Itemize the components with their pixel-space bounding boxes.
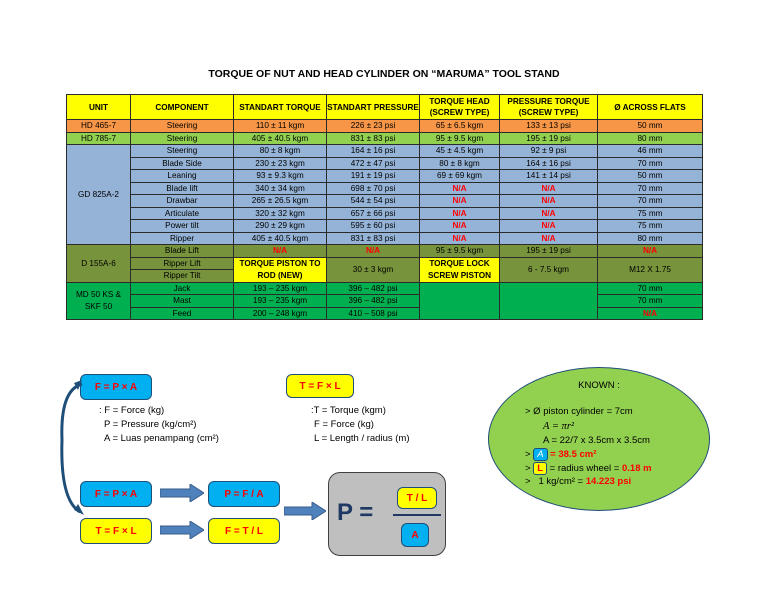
ptorque-cell: N/A xyxy=(500,232,598,245)
ptorque-cell: N/A xyxy=(500,207,598,220)
header-cell: COMPONENT xyxy=(131,95,234,120)
formula-torque-box: T = F × L xyxy=(286,374,354,398)
torque-piston-cell: TORQUE PISTON TO ROD (NEW) xyxy=(234,257,327,282)
head-cell: 45 ± 4.5 kgm xyxy=(420,145,500,158)
flats-cell: 80 mm xyxy=(598,232,703,245)
legend-force: : F = Force (kg) xyxy=(99,405,165,416)
arrow-right-icon xyxy=(160,521,204,539)
flats-cell: N/A xyxy=(598,245,703,258)
ptorque-cell: N/A xyxy=(500,220,598,233)
formula-row2-left: T = F × L xyxy=(80,518,152,544)
ptorque-cell: 164 ± 16 psi xyxy=(500,157,598,170)
component-cell: Ripper Tilt xyxy=(131,270,234,283)
header-cell: TORQUE HEAD (SCREW TYPE) xyxy=(420,95,500,120)
component-cell: Feed xyxy=(131,307,234,320)
header-cell: Ø ACROSS FLATS xyxy=(598,95,703,120)
pressure-formula-card xyxy=(328,472,446,556)
component-cell: Blade Side xyxy=(131,157,234,170)
pressure-cell: 30 ± 3 kgm xyxy=(327,257,420,282)
component-cell: Blade lift xyxy=(131,182,234,195)
component-cell: Ripper Lift xyxy=(131,257,234,270)
torque-cell: 80 ± 8 kgm xyxy=(234,145,327,158)
head-cell: 80 ± 8 kgm xyxy=(420,157,500,170)
legend-area: A = Luas penampang (cm²) xyxy=(104,433,219,444)
component-cell: Steering xyxy=(131,120,234,133)
flats-cell: 80 mm xyxy=(598,132,703,145)
pressure-cell: 595 ± 60 psi xyxy=(327,220,420,233)
pressure-cell: 472 ± 47 psi xyxy=(327,157,420,170)
table-row xyxy=(67,195,703,208)
flats-cell: 50 mm xyxy=(598,120,703,133)
known-line: A = 22/7 x 3.5cm x 3.5cm xyxy=(543,435,650,446)
pressure-cell: 396 – 482 psi xyxy=(327,295,420,308)
area-value: = 38.5 cm² xyxy=(550,449,597,460)
known-panel xyxy=(488,367,710,511)
conversion-value: 14.223 psi xyxy=(585,476,632,487)
area-badge: A xyxy=(533,448,547,461)
header-cell: STANDART TORQUE xyxy=(234,95,327,120)
table-row xyxy=(67,307,703,320)
ptorque-cell: 195 ± 19 psi xyxy=(500,132,598,145)
flats-cell: 70 mm xyxy=(598,295,703,308)
head-cell: N/A xyxy=(420,232,500,245)
known-line: > Ø piston cylinder = 7cm xyxy=(525,406,633,417)
pressure-cell: 396 – 482 psi xyxy=(327,282,420,295)
table-row xyxy=(67,207,703,220)
ptorque-cell xyxy=(500,282,598,320)
pressure-cell: 191 ± 19 psi xyxy=(327,170,420,183)
table-row xyxy=(67,132,703,145)
legend-force2: F = Force (kg) xyxy=(314,419,374,430)
header-cell: PRESSURE TORQUE (SCREW TYPE) xyxy=(500,95,598,120)
table-row xyxy=(67,232,703,245)
formula-force-box: F = P × A xyxy=(80,374,152,400)
ptorque-cell: N/A xyxy=(500,195,598,208)
flats-cell: 75 mm xyxy=(598,207,703,220)
denominator-box: A xyxy=(401,523,429,547)
flats-cell: 70 mm xyxy=(598,195,703,208)
table-row xyxy=(67,157,703,170)
head-cell: 95 ± 9.5 kgm xyxy=(420,132,500,145)
length-label: = radius wheel = xyxy=(549,463,622,474)
formula-row1-right: P = F / A xyxy=(208,481,280,507)
torque-cell: 230 ± 23 kgm xyxy=(234,157,327,170)
head-cell: N/A xyxy=(420,195,500,208)
head-cell: 95 ± 9.5 kgm xyxy=(420,245,500,258)
head-cell: 69 ± 69 kgm xyxy=(420,170,500,183)
flats-cell: N/A xyxy=(598,307,703,320)
torque-lock-cell: TORQUE LOCK SCREW PISTON xyxy=(420,257,500,282)
torque-cell: 405 ± 40.5 kgm xyxy=(234,232,327,245)
numerator-box: T / L xyxy=(397,487,437,509)
component-cell: Steering xyxy=(131,132,234,145)
torque-cell: 265 ± 26.5 kgm xyxy=(234,195,327,208)
head-cell xyxy=(420,282,500,320)
unit-cell: HD 785-7 xyxy=(67,132,131,145)
torque-cell: N/A xyxy=(234,245,327,258)
unit-cell: MD 50 KS & SKF 50 xyxy=(67,282,131,320)
legend-torque: :T = Torque (kgm) xyxy=(311,405,386,416)
table-row xyxy=(67,282,703,295)
header-cell: UNIT xyxy=(67,95,131,120)
pressure-cell: 410 – 508 psi xyxy=(327,307,420,320)
table-row xyxy=(67,257,703,270)
head-cell: N/A xyxy=(420,182,500,195)
pressure-cell: 657 ± 66 psi xyxy=(327,207,420,220)
component-cell: Blade Lift xyxy=(131,245,234,258)
ptorque-cell: 195 ± 19 psi xyxy=(500,245,598,258)
flats-cell: 70 mm xyxy=(598,282,703,295)
known-line: > 1 kg/cm² = 14.223 psi xyxy=(525,476,632,487)
torque-cell: 93 ± 9.3 kgm xyxy=(234,170,327,183)
known-title: KNOWN : xyxy=(578,380,620,391)
pressure-cell: 164 ± 16 psi xyxy=(327,145,420,158)
table-header-row xyxy=(67,95,703,120)
component-cell: Drawbar xyxy=(131,195,234,208)
component-cell: Articulate xyxy=(131,207,234,220)
legend-pressure: P = Pressure (kg/cm²) xyxy=(104,419,197,430)
torque-cell: 290 ± 29 kgm xyxy=(234,220,327,233)
unit-cell: D 155A-6 xyxy=(67,245,131,283)
ptorque-cell: 133 ± 13 psi xyxy=(500,120,598,133)
pressure-cell: N/A xyxy=(327,245,420,258)
table-row xyxy=(67,120,703,133)
head-cell: 65 ± 6.5 kgm xyxy=(420,120,500,133)
formula-row2-right: F = T / L xyxy=(208,518,280,544)
torque-cell: 200 – 248 kgm xyxy=(234,307,327,320)
flats-cell: 75 mm xyxy=(598,220,703,233)
component-cell: Steering xyxy=(131,145,234,158)
known-line: > L = radius wheel = 0.18 m xyxy=(525,463,652,474)
flats-cell: 46 mm xyxy=(598,145,703,158)
torque-cell: 193 – 235 kgm xyxy=(234,282,327,295)
page-title: TORQUE OF NUT AND HEAD CYLINDER ON “MARUMA” TOOL STAND xyxy=(208,68,560,80)
known-line: > A = 38.5 cm² xyxy=(525,449,597,460)
fraction-line xyxy=(393,514,441,516)
component-cell: Power tilt xyxy=(131,220,234,233)
component-cell: Ripper xyxy=(131,232,234,245)
unit-cell: HD 465-7 xyxy=(67,120,131,133)
length-badge: L xyxy=(533,462,547,475)
table-row xyxy=(67,220,703,233)
ptorque-cell: 6 - 7.5 kgm xyxy=(500,257,598,282)
ptorque-cell: 92 ± 9 psi xyxy=(500,145,598,158)
torque-cell: 405 ± 40.5 kgm xyxy=(234,132,327,145)
component-cell: Leaning xyxy=(131,170,234,183)
pressure-cell: 544 ± 54 psi xyxy=(327,195,420,208)
length-value: 0.18 m xyxy=(622,463,652,474)
flats-cell: 70 mm xyxy=(598,182,703,195)
flats-cell: 50 mm xyxy=(598,170,703,183)
torque-cell: 320 ± 32 kgm xyxy=(234,207,327,220)
arrow-right-icon xyxy=(284,502,326,520)
flats-cell: M12 X 1.75 xyxy=(598,257,703,282)
head-cell: N/A xyxy=(420,220,500,233)
arrow-right-icon xyxy=(160,484,204,502)
pressure-cell: 226 ± 23 psi xyxy=(327,120,420,133)
ptorque-cell: 141 ± 14 psi xyxy=(500,170,598,183)
torque-cell: 193 – 235 kgm xyxy=(234,295,327,308)
table-row xyxy=(67,145,703,158)
pressure-cell: 831 ± 83 psi xyxy=(327,232,420,245)
pressure-cell: 698 ± 70 psi xyxy=(327,182,420,195)
flats-cell: 70 mm xyxy=(598,157,703,170)
p-equals: P = xyxy=(337,499,374,526)
table-row xyxy=(67,182,703,195)
torque-table xyxy=(66,94,703,320)
formula-row1-left: F = P × A xyxy=(80,481,152,507)
pressure-cell: 831 ± 83 psi xyxy=(327,132,420,145)
unit-cell: GD 825A-2 xyxy=(67,145,131,245)
head-cell: N/A xyxy=(420,207,500,220)
table-row xyxy=(67,245,703,258)
header-cell: STANDART PRESSURE xyxy=(327,95,420,120)
legend-length: L = Length / radius (m) xyxy=(314,433,410,444)
component-cell: Jack xyxy=(131,282,234,295)
conversion-label: 1 kg/cm² = xyxy=(538,476,586,487)
component-cell: Mast xyxy=(131,295,234,308)
known-line: A = πr² xyxy=(543,421,575,432)
ptorque-cell: N/A xyxy=(500,182,598,195)
table-row xyxy=(67,170,703,183)
torque-cell: 340 ± 34 kgm xyxy=(234,182,327,195)
torque-cell: 110 ± 11 kgm xyxy=(234,120,327,133)
table-row xyxy=(67,295,703,308)
